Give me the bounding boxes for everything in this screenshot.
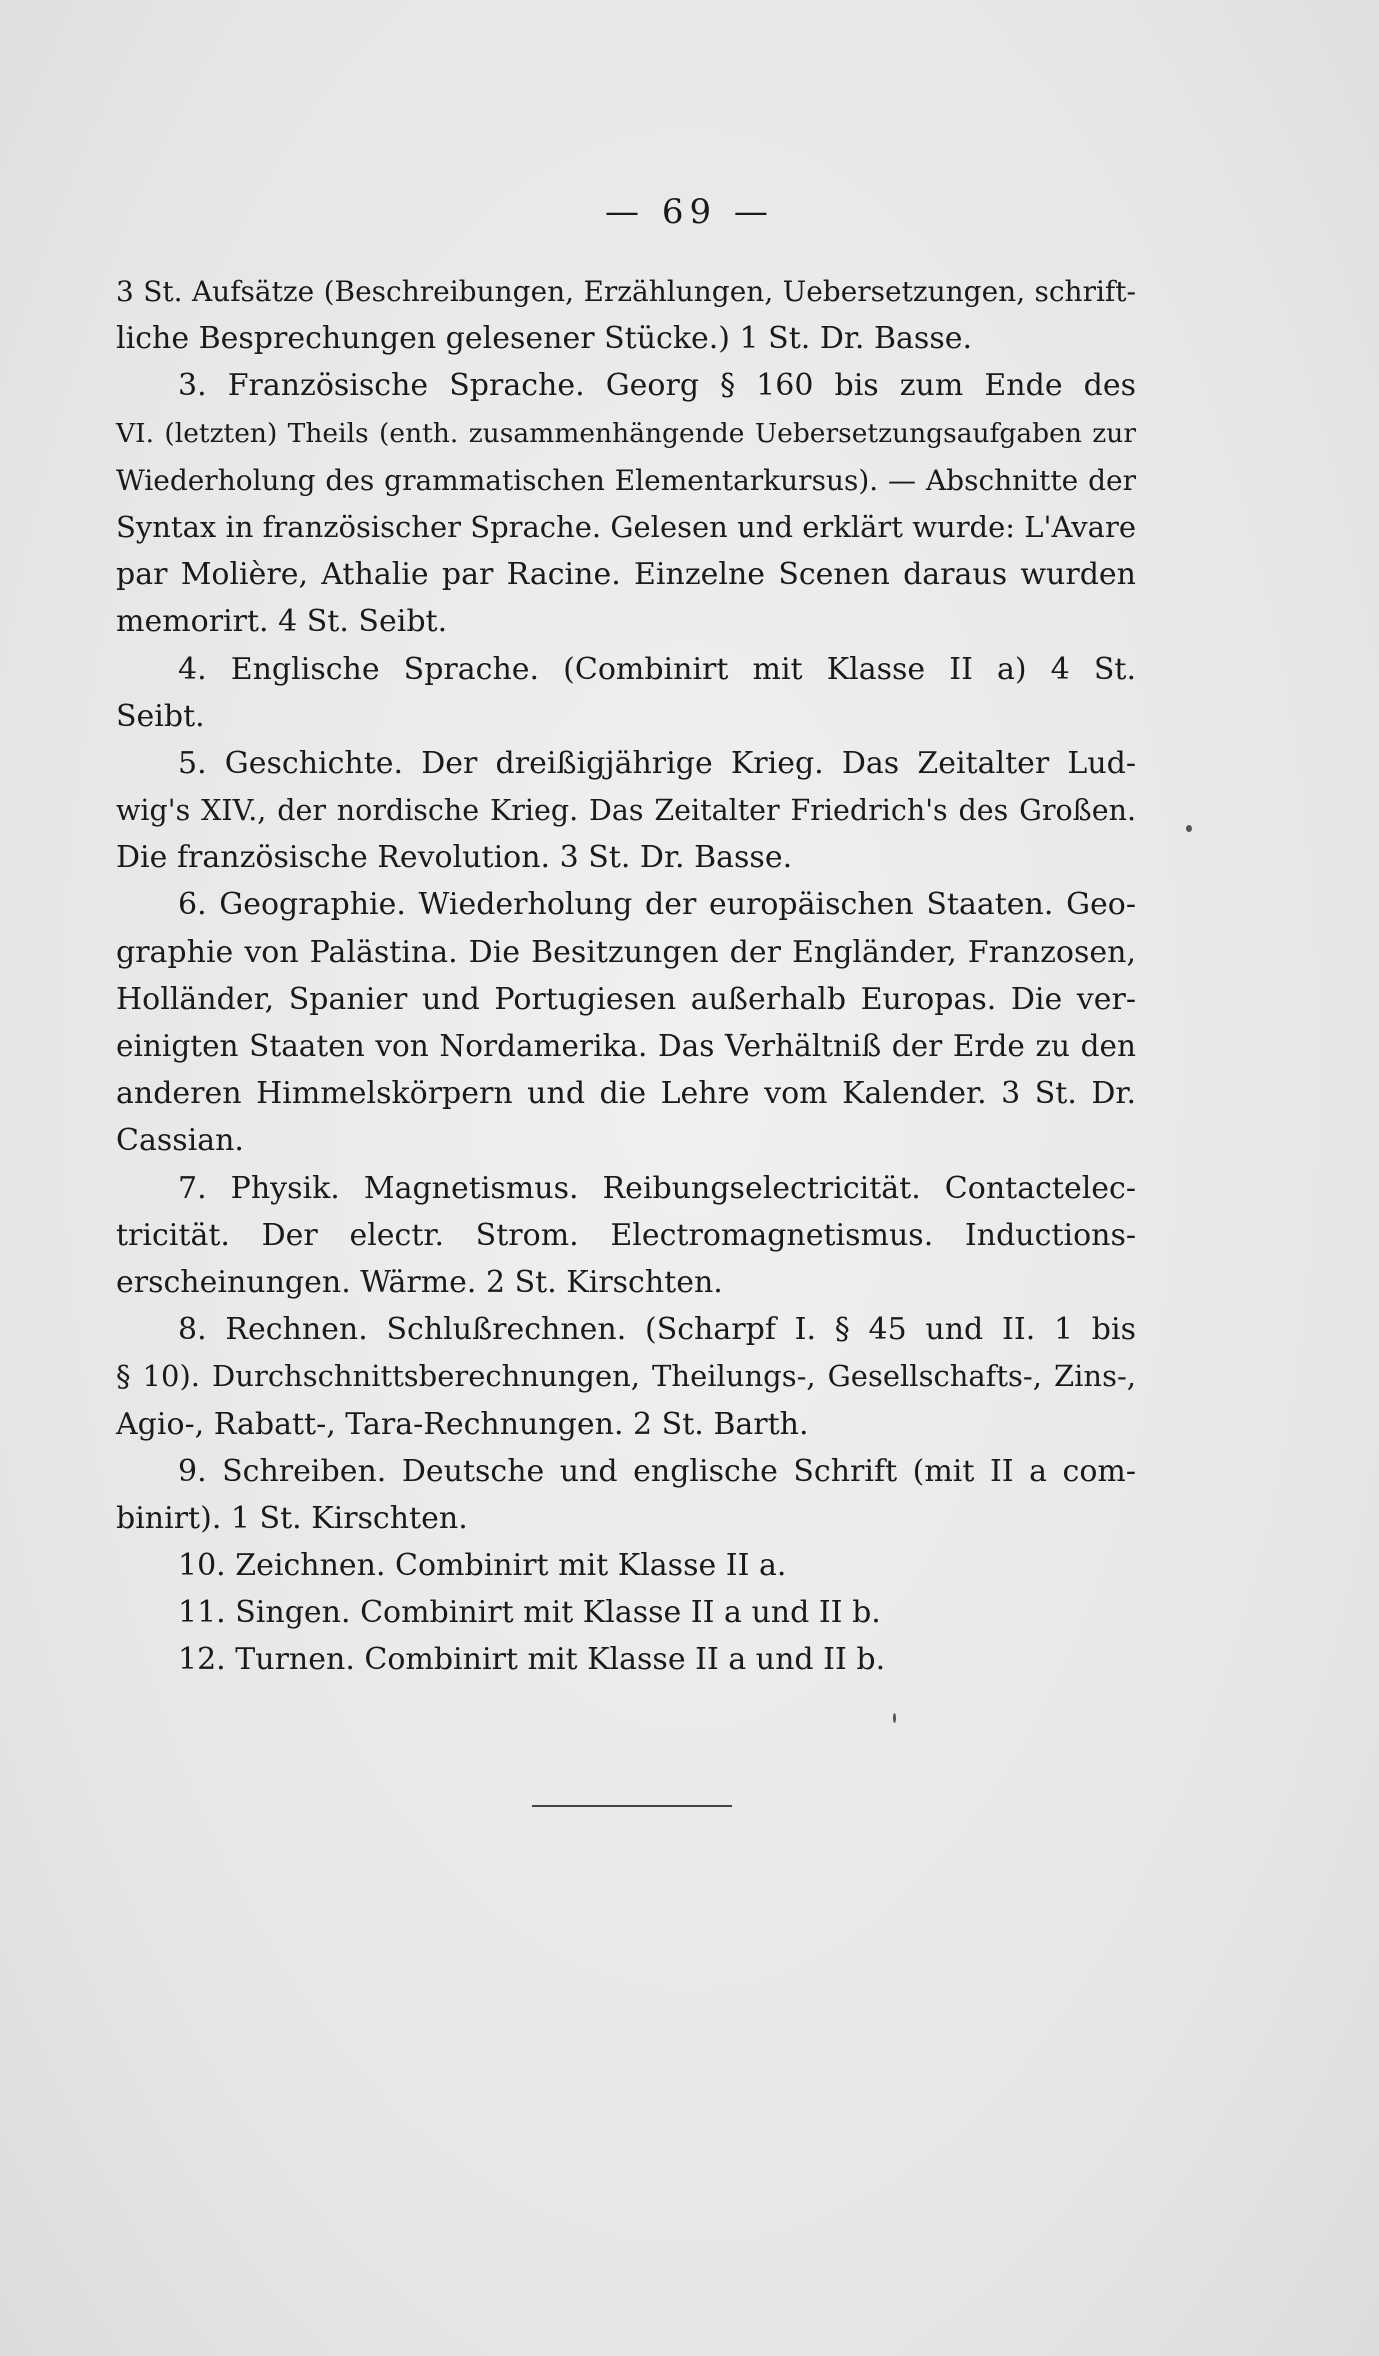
- section-divider-rule: [532, 1805, 732, 1807]
- text-line: 9. Schreiben. Deutsche und englische Schrift (mit II a com-: [178, 1453, 1136, 1489]
- print-speck: [893, 1713, 896, 1723]
- text-line: 4. Englische Sprache. (Combinirt mit Klasse II a) 4 St.: [178, 651, 1136, 687]
- text-line: erscheinungen. Wärme. 2 St. Kirschten.: [116, 1264, 723, 1300]
- curriculum-text: [116, 268, 1136, 1684]
- text-line: 11. Singen. Combinirt mit Klasse II a und II b.: [178, 1595, 881, 1631]
- text-line: 5. Geschichte. Der dreißigjährige Krieg. Das Zeitalter Lud-: [178, 745, 1136, 781]
- text-line: 3 St. Aufsätze (Beschreibungen, Erzählungen, Uebersetzungen, schrift-: [116, 275, 1136, 308]
- text-line: 12. Turnen. Combinirt mit Klasse II a und II b.: [178, 1642, 886, 1678]
- text-line: binirt). 1 St. Kirschten.: [116, 1500, 468, 1536]
- text-line: 3. Französische Sprache. Georg § 160 bis zum Ende des: [178, 368, 1136, 404]
- text-line: liche Besprechungen gelesener Stücke.) 1 St. Dr. Basse.: [116, 321, 973, 357]
- text-line: anderen Himmelskörpern und die Lehre vom Kalender. 3 St. Dr.: [116, 1076, 1136, 1112]
- text-line: 10. Zeichnen. Combinirt mit Klasse II a.: [178, 1548, 787, 1584]
- text-line: memorirt. 4 St. Seibt.: [116, 604, 448, 640]
- text-line: Die französische Revolution. 3 St. Dr. Basse.: [116, 840, 793, 876]
- text-line: Syntax in französischer Sprache. Gelesen und erklärt wurde: L'Avare: [116, 509, 1136, 544]
- text-line: wig's XIV., der nordische Krieg. Das Zeitalter Friedrich's des Großen.: [116, 794, 1136, 828]
- text-line: Cassian.: [116, 1123, 244, 1159]
- text-line: graphie von Palästina. Die Besitzungen der Engländer, Franzosen,: [116, 934, 1136, 970]
- text-line: Seibt.: [116, 698, 205, 734]
- text-line: Wiederholung des grammatischen Elementarkursus). — Abschnitte der: [116, 463, 1136, 497]
- text-line: Agio-, Rabatt-, Tara-Rechnungen. 2 St. Barth.: [116, 1406, 809, 1442]
- text-line: § 10). Durchschnittsberechnungen, Theilungs-, Gesellschafts-, Zins-,: [116, 1359, 1136, 1394]
- text-line: einigten Staaten von Nordamerika. Das Verhältniß der Erde zu den: [116, 1029, 1136, 1063]
- page-number: — 69 —: [605, 192, 774, 232]
- text-line: 6. Geographie. Wiederholung der europäischen Staaten. Geo-: [178, 887, 1136, 923]
- print-speck: [1186, 825, 1192, 832]
- text-line: tricität. Der electr. Strom. Electromagnetismus. Inductions-: [116, 1217, 1136, 1253]
- text-line: 7. Physik. Magnetismus. Reibungselectricität. Contactelec-: [178, 1170, 1136, 1206]
- text-line: 8. Rechnen. Schlußrechnen. (Scharpf I. § 45 und II. 1 bis: [178, 1312, 1136, 1348]
- text-line: par Molière, Athalie par Racine. Einzelne Scenen daraus wurden: [116, 557, 1136, 593]
- text-line: Holländer, Spanier und Portugiesen außerhalb Europas. Die ver-: [116, 981, 1136, 1017]
- text-line: VI. (letzten) Theils (enth. zusammenhängende Uebersetzungsaufgaben zur: [116, 417, 1136, 449]
